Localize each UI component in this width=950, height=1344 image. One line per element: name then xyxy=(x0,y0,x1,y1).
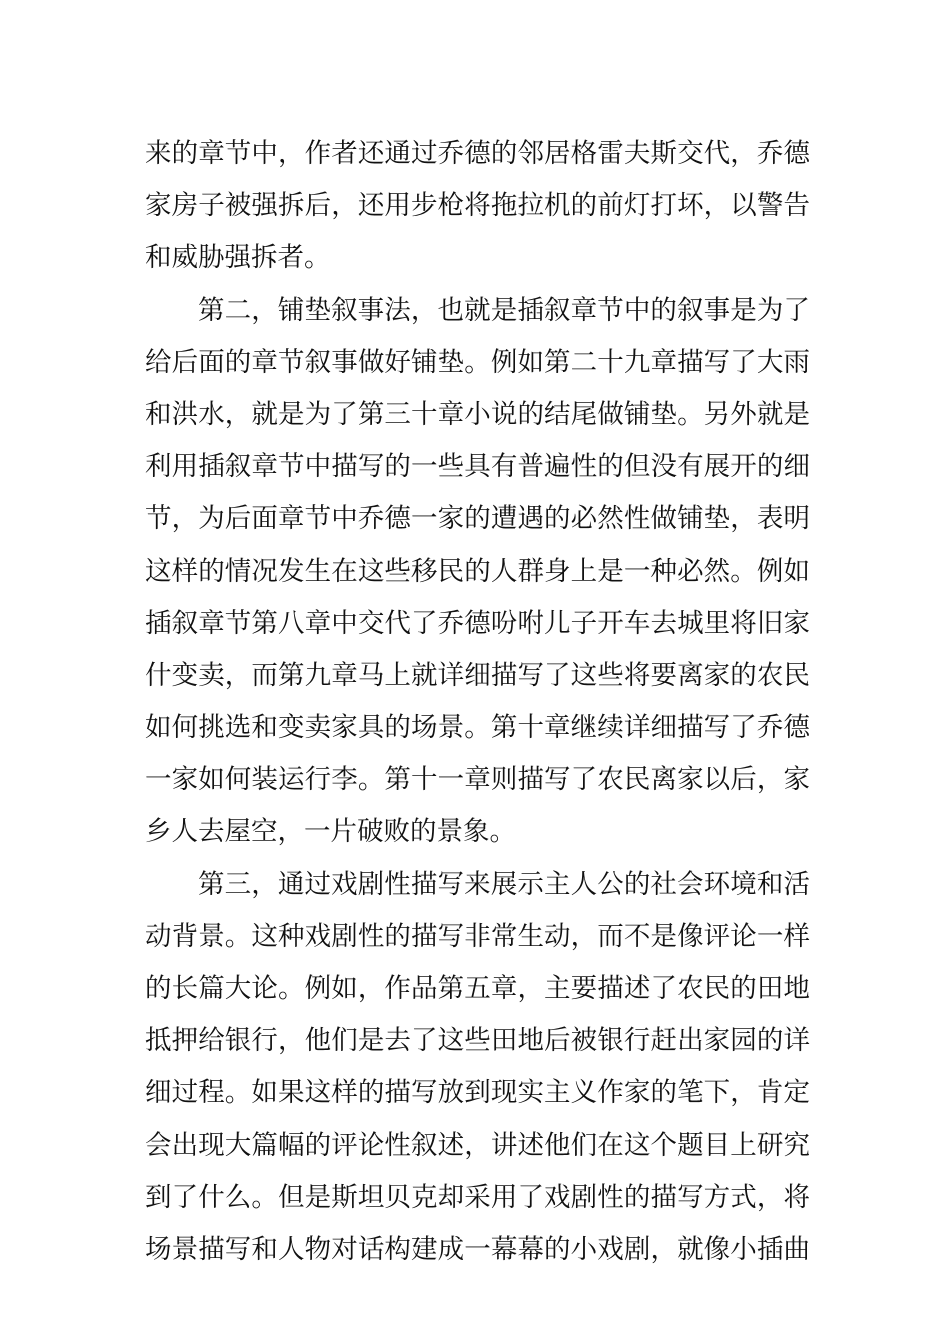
body-text xyxy=(145,128,810,1276)
text-line: 第二，铺垫叙事法，也就是插叙章节中的叙事是为了 xyxy=(198,294,810,326)
text-line: 节，为后面章节中乔德一家的遭遇的必然性做铺垫，表明 xyxy=(145,503,810,535)
text-line: 和威胁强拆者。 xyxy=(145,242,331,274)
text-line: 来的章节中，作者还通过乔德的邻居格雷夫斯交代，乔德 xyxy=(145,138,810,169)
text-line: 场景描写和人物对话构建成一幕幕的小戏剧，就像小插曲 xyxy=(145,1233,810,1265)
text-line: 一家如何装运行李。第十一章则描写了农民离家以后，家 xyxy=(145,764,810,796)
text-line: 到了什么。但是斯坦贝克却采用了戏剧性的描写方式，将 xyxy=(145,1181,810,1213)
text-line: 如何挑选和变卖家具的场景。第十章继续详细描写了乔德 xyxy=(145,712,810,744)
text-line: 利用插叙章节中描写的一些具有普遍性的但没有展开的细 xyxy=(145,451,810,483)
text-line: 家房子被强拆后，还用步枪将拖拉机的前灯打坏，以警告 xyxy=(145,190,810,222)
text-line: 什变卖，而第九章马上就详细描写了这些将要离家的农民 xyxy=(145,659,810,691)
text-line: 插叙章节第八章中交代了乔德吩咐儿子开车去城里将旧家 xyxy=(145,607,810,639)
text-line: 和洪水，就是为了第三十章小说的结尾做铺垫。另外就是 xyxy=(145,398,810,430)
text-line: 的长篇大论。例如，作品第五章，主要描述了农民的田地 xyxy=(145,973,810,1004)
text-line: 抵押给银行，他们是去了这些田地后被银行赶出家园的详 xyxy=(145,1025,810,1057)
paragraph xyxy=(145,285,810,859)
text-line: 会出现大篇幅的评论性叙述，讲述他们在这个题目上研究 xyxy=(145,1129,810,1161)
text-line: 乡人去屋空，一片破败的景象。 xyxy=(145,816,516,848)
text-line: 第三，通过戏剧性描写来展示主人公的社会环境和活 xyxy=(198,868,810,900)
text-line: 动背景。这种戏剧性的描写非常生动，而不是像评论一样 xyxy=(145,920,810,952)
text-line: 这样的情况发生在这些移民的人群身上是一种必然。例如 xyxy=(145,555,810,587)
text-line: 给后面的章节叙事做好铺垫。例如第二十九章描写了大雨 xyxy=(145,346,810,378)
paragraph xyxy=(145,128,810,285)
text-line: 细过程。如果这样的描写放到现实主义作家的笔下，肯定 xyxy=(145,1077,810,1109)
paragraph xyxy=(145,859,810,1277)
